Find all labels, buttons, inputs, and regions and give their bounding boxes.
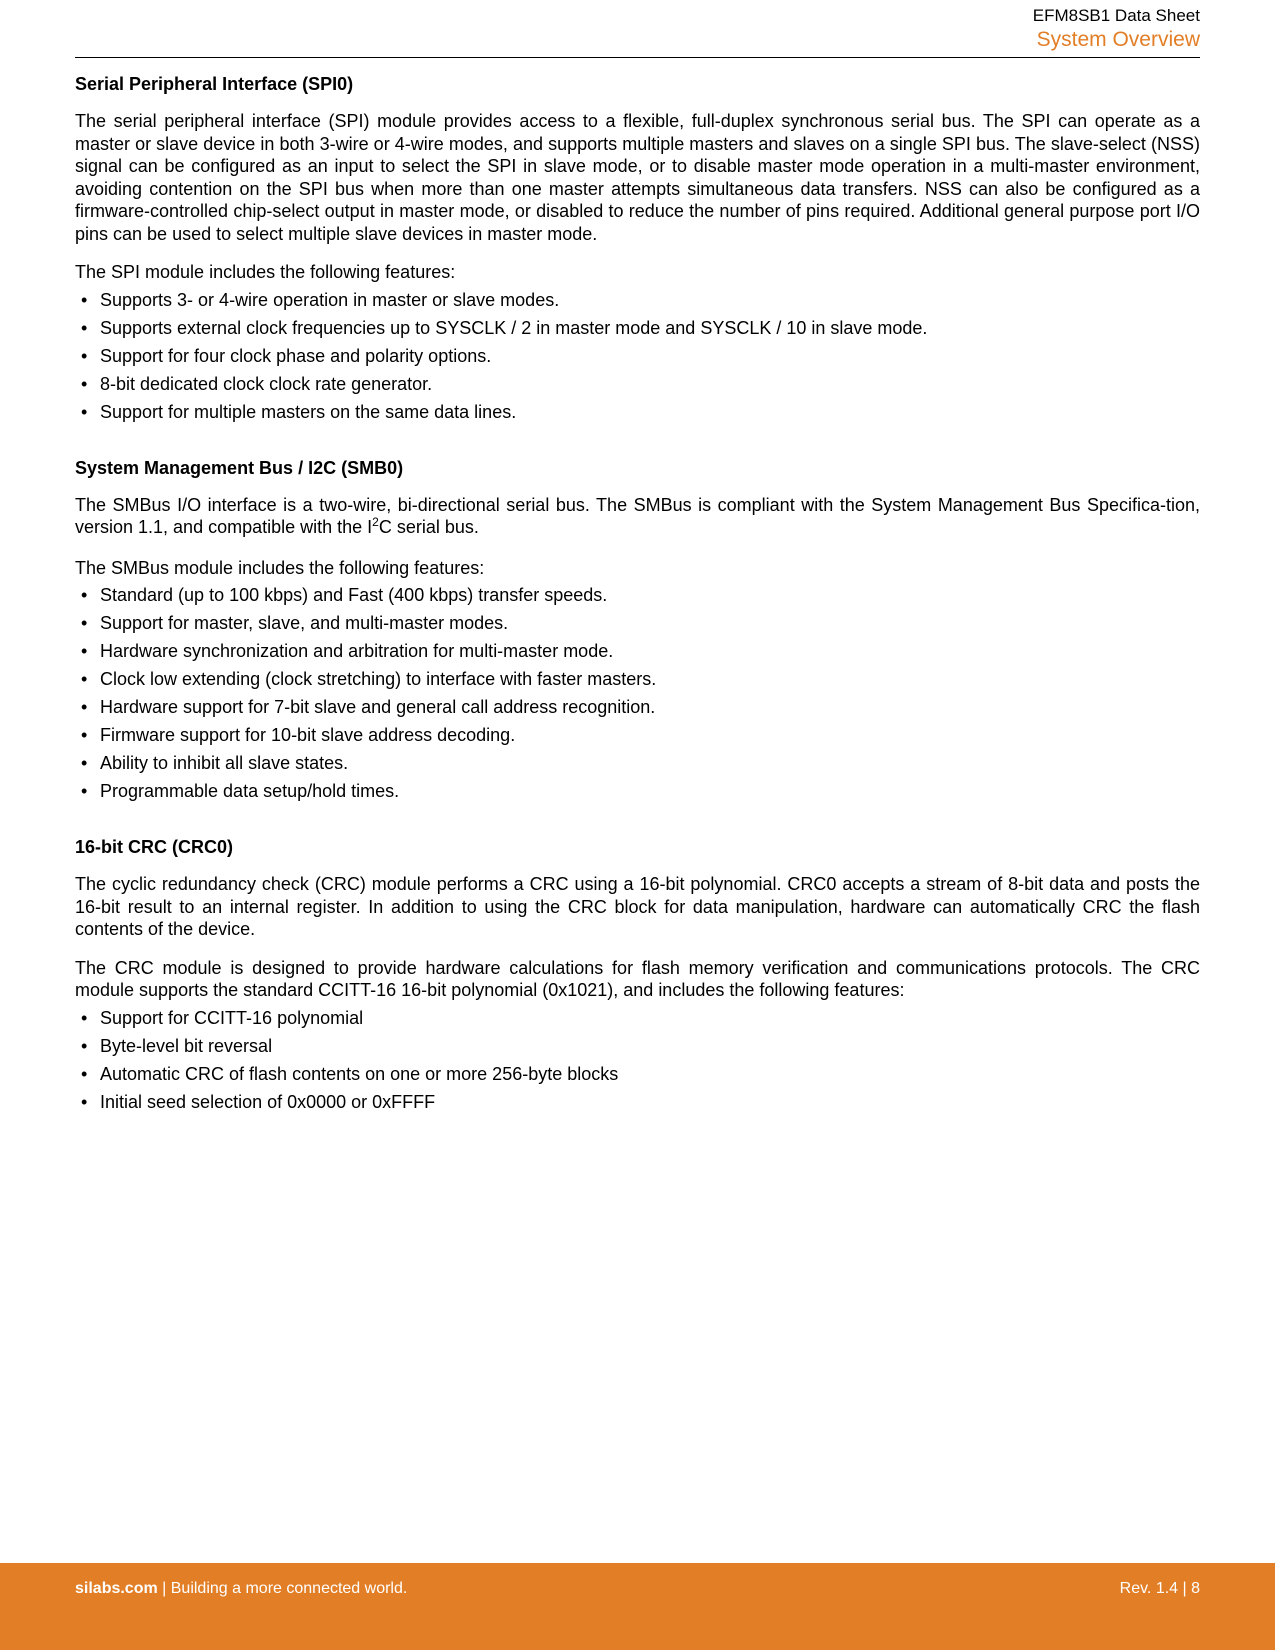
document-title: EFM8SB1 Data Sheet — [1032, 6, 1200, 25]
list-item-text: Standard (up to 100 kbps) and Fast (400 kbps) transfer speeds. — [100, 585, 608, 605]
list-item-text: Supports external clock frequencies up to SYSCLK / 2 in master mode and SYSCLK / 10 in slave mode. — [100, 317, 928, 338]
list-item-text: Clock low extending (clock stretching) to interface with faster masters. — [100, 669, 657, 689]
spi-heading: Serial Peripheral Interface (SPI0) — [75, 74, 354, 94]
bullet-icon: • — [81, 345, 88, 366]
smbus-paragraph — [75, 494, 1200, 541]
list-item — [75, 1035, 1200, 1057]
list-item — [75, 345, 1200, 367]
list-item — [75, 780, 1200, 802]
list-item — [75, 724, 1200, 746]
list-item-text: Support for master, slave, and multi-master modes. — [100, 613, 509, 633]
list-item — [75, 401, 1200, 423]
bullet-icon: • — [81, 401, 88, 422]
list-item — [75, 1007, 1200, 1029]
spi-paragraph: The serial peripheral interface (SPI) module provides access to a flexible, full-duplex synchronous serial bus. The SPI can operate as a master or slave device in both 3-wire or 4-wire modes, and supports multiple masters and slaves on a single SPI bus. The slave-select (NSS) signal can be configured as an input to select the SPI in slave mode, or to disable master mode operation in a multi-master environment, avoiding contention on the SPI bus when more than one master attempts simultaneous data transfers. NSS can also be configured as a firmware-controlled chip-select output in master mode, or disabled to reduce the number of pins required. Additional general purpose port I/O pins can be used to select multiple slave devices in master mode. — [75, 111, 1200, 244]
crc-paragraph-1: The cyclic redundancy check (CRC) module performs a CRC using a 16-bit polynomial. CRC0 accepts a stream of 8-bit data and posts the 16-bit result to an internal register. In addition to using the CRC block for data manipulation, hardware can automatically CRC the flash contents of the device. — [75, 874, 1200, 939]
list-item-text: Support for four clock phase and polarity options. — [100, 345, 492, 366]
list-item-text: Hardware synchronization and arbitration for multi-master mode. — [100, 641, 614, 661]
list-item — [75, 752, 1200, 774]
crc-heading: 16-bit CRC (CRC0) — [75, 837, 234, 857]
bullet-icon: • — [81, 1035, 88, 1056]
bullet-icon: • — [81, 641, 88, 661]
bullet-icon: • — [81, 585, 88, 605]
bullet-icon: • — [81, 289, 88, 310]
list-item — [75, 1063, 1200, 1085]
page-header — [75, 4, 1200, 58]
bullet-icon: • — [81, 613, 88, 633]
smbus-section — [75, 456, 1200, 803]
smbus-heading: System Management Bus / I2C (SMB0) — [75, 457, 404, 478]
list-item — [75, 668, 1200, 690]
list-item-text: Firmware support for 10-bit slave address decoding. — [100, 725, 516, 745]
smbus-feature-list — [75, 584, 1200, 802]
smbus-paragraph-text-end: C serial bus. — [378, 517, 479, 537]
list-item — [75, 289, 1200, 311]
bullet-icon: • — [81, 373, 88, 394]
footer-tagline: | Building a more connected world. — [157, 1580, 408, 1597]
list-item-text: Initial seed selection of 0x0000 or 0xFFFF — [100, 1091, 436, 1112]
bullet-icon: • — [81, 1007, 88, 1028]
bullet-icon: • — [81, 669, 88, 689]
list-item-text: 8-bit dedicated clock clock rate generator. — [100, 373, 433, 394]
page-footer — [0, 1563, 1275, 1650]
list-item-text: Supports 3- or 4-wire operation in master or slave modes. — [100, 289, 560, 310]
list-item-text: Programmable data setup/hold times. — [100, 781, 400, 801]
bullet-icon: • — [81, 753, 88, 773]
crc-section — [75, 835, 1200, 1113]
list-item-text: Support for CCITT-16 polynomial — [100, 1007, 364, 1028]
list-item — [75, 317, 1200, 339]
spi-features-intro: The SPI module includes the following features: — [75, 262, 456, 282]
crc-paragraph-2: The CRC module is designed to provide hardware calculations for flash memory verification and communications protocols. The CRC module supports the standard CCITT-16 16-bit polynomial (0x1021), and includes the following features: — [75, 957, 1200, 1000]
spi-section — [75, 72, 1200, 423]
footer-site-link[interactable]: silabs.com — [75, 1580, 158, 1597]
list-item — [75, 696, 1200, 718]
footer-branding — [75, 1579, 407, 1599]
bullet-icon: • — [81, 1091, 88, 1112]
bullet-icon: • — [81, 697, 88, 717]
list-item-text: Byte-level bit reversal — [100, 1035, 273, 1056]
section-name: System Overview — [1036, 28, 1200, 51]
list-item — [75, 612, 1200, 634]
list-item-text: Ability to inhibit all slave states. — [100, 753, 349, 773]
superscript: 2 — [372, 515, 379, 529]
bullet-icon: • — [81, 1063, 88, 1084]
bullet-icon: • — [81, 725, 88, 745]
list-item — [75, 640, 1200, 662]
spi-feature-list — [75, 289, 1200, 423]
list-item — [75, 584, 1200, 606]
bullet-icon: • — [81, 317, 88, 338]
list-item-text: Support for multiple masters on the same data lines. — [100, 401, 517, 422]
smbus-features-intro: The SMBus module includes the following features: — [75, 557, 485, 578]
crc-feature-list — [75, 1007, 1200, 1113]
list-item-text: Hardware support for 7-bit slave and general call address recognition. — [100, 697, 656, 717]
page-content — [75, 72, 1200, 1119]
list-item — [75, 373, 1200, 395]
smbus-paragraph-text: The SMBus I/O interface is a two-wire, bi-directional serial bus. The SMBus is compliant with the System Management Bus Specifica-tion, version 1.1, and compatible with the I — [75, 494, 1200, 537]
bullet-icon: • — [81, 781, 88, 801]
footer-revision-page: Rev. 1.4 | 8 — [1119, 1580, 1200, 1597]
list-item — [75, 1091, 1200, 1113]
list-item-text: Automatic CRC of flash contents on one or more 256-byte blocks — [100, 1063, 619, 1084]
